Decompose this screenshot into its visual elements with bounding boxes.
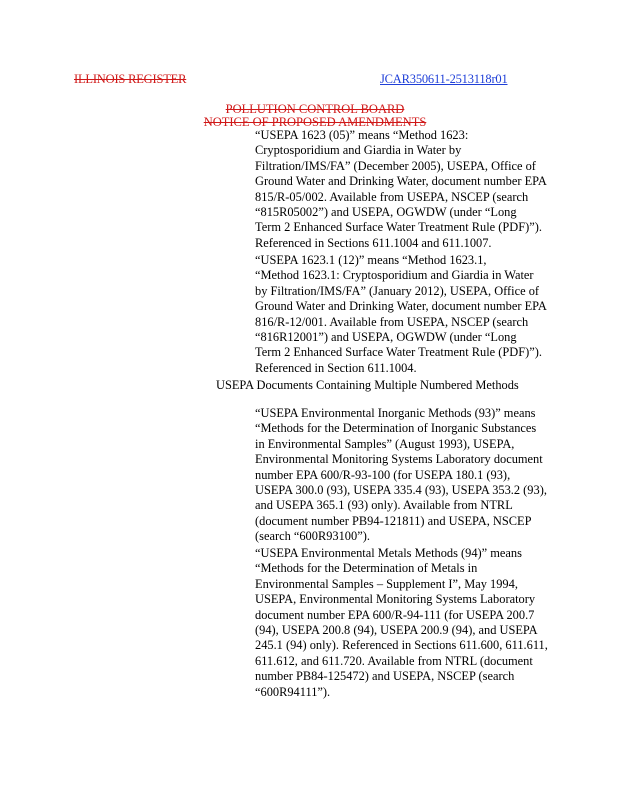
- text-line: number PB84-125472) and USEPA, NSCEP (search: [255, 669, 515, 684]
- text-line: by Filtration/IMS/FA” (January 2012), USEPA, Office of: [255, 283, 540, 298]
- text-line: Filtration/IMS/FA” (December 2005), USEPA, Office of: [255, 158, 536, 173]
- text-line: Environmental Samples – Supplement I”, May 1994,: [255, 576, 518, 591]
- jcar-code: JCAR350611-2513118r01: [380, 72, 508, 86]
- definition-inorganic-methods: [255, 406, 585, 545]
- text-line: “USEPA Environmental Inorganic Methods (93)” means: [255, 406, 536, 420]
- text-line: Ground Water and Drinking Water, document number EPA: [255, 174, 547, 189]
- text-line: “USEPA 1623.1 (12)” means “Method 1623.1,: [255, 253, 487, 267]
- definition-usepa-1623: [255, 128, 585, 251]
- text-line: USEPA 300.0 (93), USEPA 335.4 (93), USEPA 353.2 (93),: [255, 483, 547, 498]
- text-line: (search “600R93100”).: [255, 529, 370, 544]
- text-line: (document number PB94-121811) and USEPA, NSCEP: [255, 513, 532, 528]
- definition-usepa-1623-1: [255, 253, 585, 376]
- text-line: Environmental Monitoring Systems Laboratory document: [255, 452, 543, 467]
- register-header: ILLINOIS REGISTER: [74, 72, 187, 86]
- text-line: Referenced in Section 611.1004.: [255, 360, 417, 375]
- text-line: (94), USEPA 200.8 (94), USEPA 200.9 (94), and USEPA: [255, 623, 538, 638]
- text-line: Referenced in Sections 611.1004 and 611.1007.: [255, 235, 492, 250]
- text-line: “USEPA 1623 (05)” means “Method 1623:: [255, 128, 469, 142]
- text-line: in Environmental Samples” (August 1993), USEPA,: [255, 436, 515, 451]
- text-line: “Methods for the Determination of Metals in: [255, 561, 478, 576]
- text-line: “Method 1623.1: Cryptosporidium and Giardia in Water: [255, 268, 534, 283]
- definition-metals-methods: [255, 546, 585, 700]
- notice-title: NOTICE OF PROPOSED AMENDMENTS: [203, 115, 427, 129]
- text-line: 816/R-12/001. Available from USEPA, NSCEP (search: [255, 314, 529, 329]
- text-line: “USEPA Environmental Metals Methods (94)” means: [255, 546, 522, 560]
- text-line: “Methods for the Determination of Inorganic Substances: [255, 421, 537, 436]
- text-line: Term 2 Enhanced Surface Water Treatment Rule (PDF)”).: [255, 345, 542, 360]
- text-line: document number EPA 600/R-94-111 (for USEPA 200.7: [255, 607, 535, 622]
- text-line: “600R94111”).: [255, 684, 331, 699]
- board-title: POLLUTION CONTROL BOARD: [225, 102, 405, 116]
- text-line: 815/R-05/002. Available from USEPA, NSCEP (search: [255, 189, 529, 204]
- text-line: “816R12001”) and USEPA, OGWDW (under “Long: [255, 330, 517, 345]
- text-line: USEPA, Environmental Monitoring Systems Laboratory: [255, 592, 536, 607]
- text-line: “815R05002”) and USEPA, OGWDW (under “Long: [255, 205, 517, 220]
- section-subheading: USEPA Documents Containing Multiple Numbered Methods: [216, 378, 519, 392]
- text-line: 245.1 (94) only). Referenced in Sections 611.600, 611.611,: [255, 638, 548, 653]
- text-line: Ground Water and Drinking Water, document number EPA: [255, 299, 547, 314]
- text-line: Term 2 Enhanced Surface Water Treatment Rule (PDF)”).: [255, 220, 542, 235]
- text-line: Cryptosporidium and Giardia in Water by: [255, 143, 462, 158]
- text-line: 611.612, and 611.720. Available from NTRL (document: [255, 653, 533, 668]
- text-line: number EPA 600/R-93-100 (for USEPA 180.1 (93),: [255, 467, 511, 482]
- text-line: and USEPA 365.1 (93) only). Available from NTRL: [255, 498, 513, 513]
